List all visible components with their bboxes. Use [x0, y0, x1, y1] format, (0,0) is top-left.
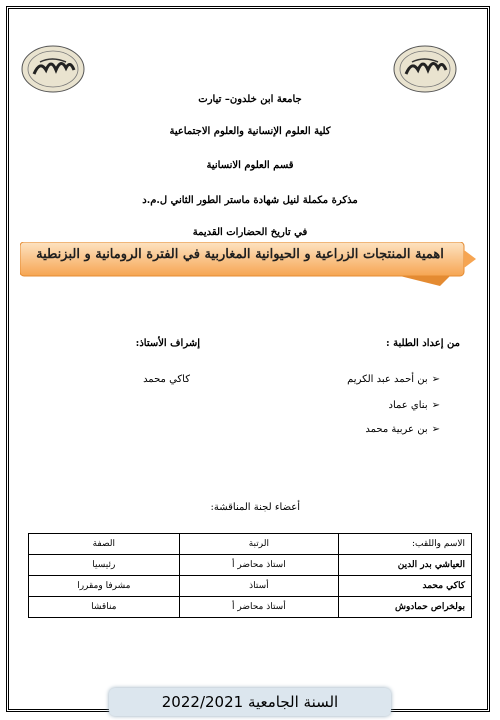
committee-table [28, 533, 472, 618]
member-rank: أستاذ [179, 576, 338, 597]
member-role: رئيسيا [29, 555, 180, 576]
student-item [365, 424, 440, 435]
faculty-name: كلية العلوم الإنسانية والعلوم الاجتماعية [169, 126, 331, 137]
table-row [29, 597, 472, 618]
student-item [347, 374, 440, 385]
member-name: العياشي بدر الدين [339, 555, 472, 576]
member-role: مشرفا ومقررا [29, 576, 180, 597]
university-seal-icon [20, 44, 86, 94]
member-name: كاكي محمد [339, 576, 472, 597]
academic-year-box [109, 688, 391, 716]
specialty: في تاريخ الحضارات القديمة [192, 227, 308, 238]
students-label: من إعداد الطلبة : [385, 338, 460, 349]
student-name: بن عربية محمد [365, 424, 428, 435]
arrow-bullet-icon: ➢ [431, 400, 440, 411]
header-cell: الاسم واللقب: [339, 534, 472, 555]
member-rank: أستاذ محاضر أ [179, 597, 338, 618]
thesis-title: اهمية المنتجات الزراعية و الحيوانية المغاربية في الفترة الرومانية و البزنطية [36, 247, 444, 262]
member-rank: استاذ محاضر أ [179, 555, 338, 576]
supervisor-label: إشراف الأستاذ: [135, 338, 200, 349]
header-cell: الصفة [29, 534, 180, 555]
committee-label: أعضاء لجنة المناقشة: [210, 502, 300, 513]
academic-year: السنة الجامعية 2022/2021 [161, 693, 339, 711]
member-role: مناقشا [29, 597, 180, 618]
university-seal-icon [392, 44, 458, 94]
student-name: بناي عماد [388, 400, 428, 411]
table-row [29, 576, 472, 597]
arrow-bullet-icon: ➢ [431, 374, 440, 385]
supervisor-name: كاكي محمد [143, 374, 190, 385]
student-item [389, 400, 441, 411]
student-name: بن أحمد عبد الكريم [347, 374, 428, 385]
table-header-row [29, 534, 472, 555]
department-name: قسم العلوم الانسانية [206, 160, 294, 171]
table-row [29, 555, 472, 576]
university-name: جامعة ابن خلدون– تيارت [198, 94, 302, 105]
header-cell: الرتبة [179, 534, 338, 555]
thesis-note: مذكرة مكملة لنيل شهادة ماستر الطور الثاني ل.م.د [142, 195, 358, 206]
member-name: بولخراص حمادوش [339, 597, 472, 618]
arrow-bullet-icon: ➢ [431, 424, 440, 435]
